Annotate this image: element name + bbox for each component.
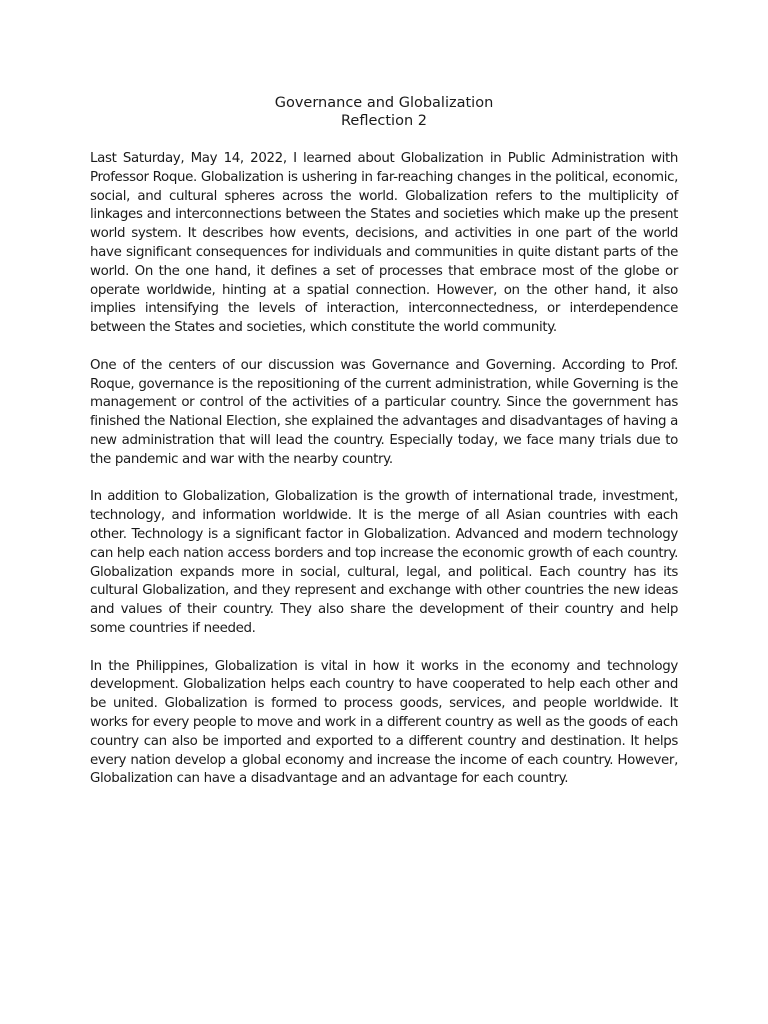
paragraph-3: In addition to Globalization, Globalization is the growth of international trade, investment, technology, and information worldwide. It is the merge of all Asian countries with each other. Technology is a significant factor in Globalization. Advanced and modern technology can help each nation access borders and top increase the economic growth of each country. Globalization expands more in social, cultural, legal, and political. Each country has its cultural Globalization, and they represent and exchange with other countries the new ideas and values of their country. They also share the development of their country and help some countries if needed. <box>90 489 678 636</box>
document-title: Governance and Globalization <box>274 95 494 111</box>
paragraph-1: Last Saturday, May 14, 2022, I learned about Globalization in Public Administration with Professor Roque. Globalization is ushering in far-reaching changes in the political, economic, social, and cultural spheres across the world. Globalization refers to the multiplicity of linkages and interconnections between the States and societies which make up the present world system. It describes how events, decisions, and activities in one part of the world have significant consequences for individuals and communities in quite distant parts of the world. On the one hand, it defines a set of processes that embrace most of the globe or operate worldwide, hinting at a spatial connection. However, on the other hand, it also implies intensifying the levels of interaction, interconnectedness, or interdependence between the States and societies, which constitute the world community. <box>90 151 678 336</box>
paragraph-4: In the Philippines, Globalization is vital in how it works in the economy and technology development. Globalization helps each country to have cooperated to help each other and be united. Globalization is formed to process goods, services, and people worldwide. It works for every people to move and work in a different country as well as the goods of each country can also be imported and exported to a different country and destination. It helps every nation develop a global economy and increase the income of each country. However, Globalization can have a disadvantage and an advantage for each country. <box>90 658 678 787</box>
document-subtitle: Reflection 2 <box>341 113 427 129</box>
document-heading <box>0 94 768 130</box>
document-body <box>90 150 678 808</box>
paragraph-2: One of the centers of our discussion was Governance and Governing. According to Prof. Roque, governance is the repositioning of the current administration, while Governing is the management or control of the activities of a particular country. Since the government has finished the National Election, she explained the advantages and disadvantages of having a new administration that will lead the country. Especially today, we face many trials due to the pandemic and war with the nearby country. <box>90 357 678 467</box>
